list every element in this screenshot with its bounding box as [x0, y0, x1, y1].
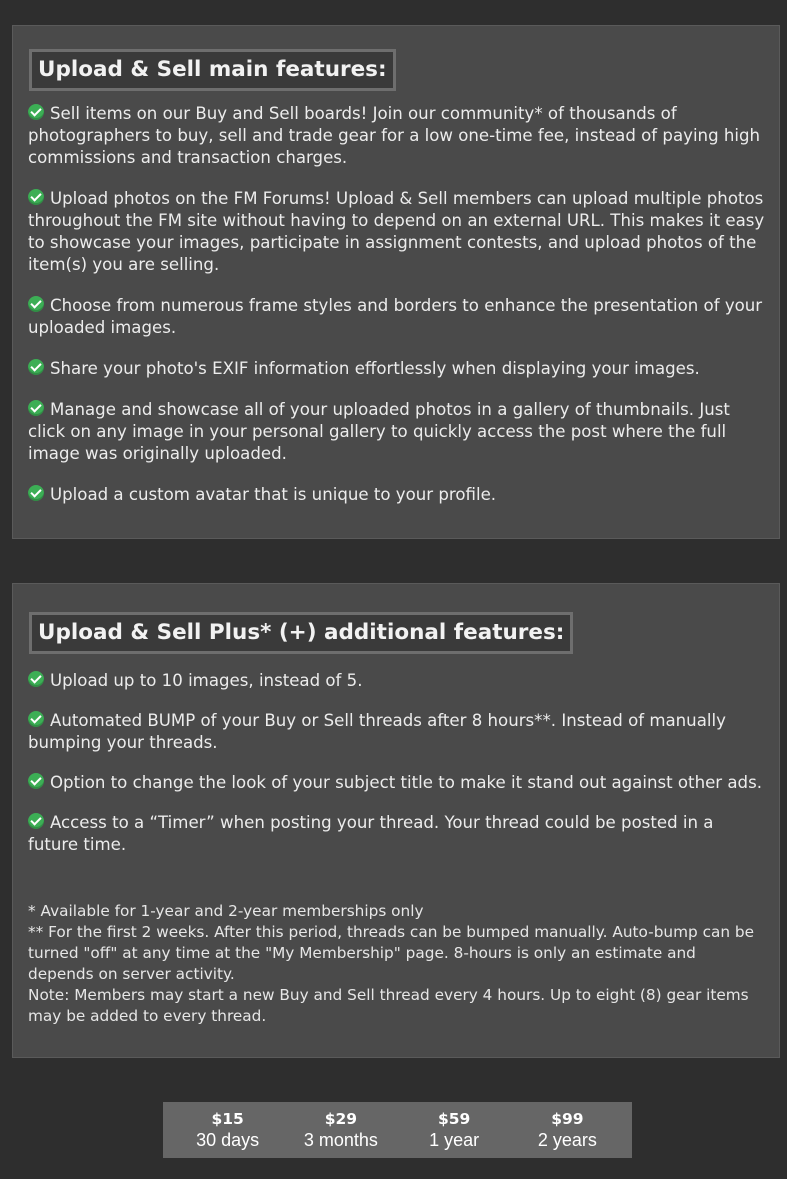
check-circle-icon — [28, 189, 44, 205]
feature-text: Option to change the look of your subject title to make it stand out against other ads. — [50, 773, 763, 792]
check-circle-icon — [28, 296, 44, 312]
feature-text: Access to a “Timer” when posting your thread. Your thread could be posted in a future time. — [28, 813, 714, 854]
footnote-bump: ** For the first 2 weeks. After this period, threads can be bumped manually. Auto-bump can be turned "off" at any time at the "My Membership" page. 8-hours is only an estimate and depends on server activity. — [28, 923, 755, 983]
plus-features-title: Upload & Sell Plus* (+) additional features: — [29, 612, 573, 654]
price-amount: $29 — [324, 1110, 358, 1128]
feature-text: Manage and showcase all of your uploaded photos in a gallery of thumbnails. Just click on any image in your personal gallery to quickly access the post where the full image was originally uploaded. — [28, 400, 730, 463]
feature-item — [28, 358, 767, 380]
price-term: 2 years — [537, 1130, 597, 1150]
feature-text: Automated BUMP of your Buy or Sell threads after 8 hours**. Instead of manually bumping your threads. — [28, 711, 726, 752]
check-circle-icon — [28, 359, 44, 375]
feature-text: Upload a custom avatar that is unique to your profile. — [50, 485, 497, 504]
feature-text: Share your photo's EXIF information effortlessly when displaying your images. — [50, 359, 700, 378]
price-amount: $99 — [551, 1110, 584, 1128]
price-amount: $15 — [211, 1110, 244, 1128]
feature-item — [28, 772, 767, 794]
feature-text: Upload photos on the FM Forums! Upload & Sell members can upload multiple photos throughout the FM site without having to depend on an external URL. This makes it easy to showcase your images, participate in assignment contests, and upload photos of the item(s) you are selling. — [28, 189, 765, 274]
feature-item — [28, 188, 767, 276]
feature-item — [28, 399, 767, 465]
feature-item — [28, 670, 767, 692]
check-circle-icon — [28, 485, 44, 501]
check-circle-icon — [28, 773, 44, 789]
feature-text: Upload up to 10 images, instead of 5. — [50, 671, 363, 690]
footnotes — [28, 901, 765, 1027]
price-term: 1 year — [429, 1130, 480, 1150]
plus-features-list — [28, 670, 767, 874]
check-circle-icon — [28, 400, 44, 416]
price-option-2-years[interactable] — [512, 1109, 622, 1151]
main-features-panel — [12, 25, 780, 539]
price-amount: $59 — [437, 1110, 471, 1128]
price-option-3-months[interactable] — [286, 1109, 396, 1151]
main-features-list — [28, 103, 767, 525]
check-circle-icon — [28, 711, 44, 727]
main-features-title: Upload & Sell main features: — [29, 49, 396, 91]
check-circle-icon — [28, 813, 44, 829]
check-circle-icon — [28, 104, 44, 120]
check-circle-icon — [28, 671, 44, 687]
price-term: 30 days — [196, 1130, 260, 1150]
price-option-30-days[interactable] — [173, 1109, 283, 1151]
price-option-1-year[interactable] — [399, 1109, 509, 1151]
feature-item — [28, 295, 767, 339]
feature-item — [28, 710, 767, 754]
feature-item — [28, 103, 767, 169]
plus-features-panel — [12, 583, 780, 1058]
feature-item — [28, 484, 767, 506]
feature-item — [28, 812, 767, 856]
pricing-bar — [163, 1102, 632, 1158]
price-term: 3 months — [303, 1130, 378, 1150]
footnote-availability: * Available for 1-year and 2-year memberships only — [28, 902, 424, 920]
feature-text: Choose from numerous frame styles and borders to enhance the presentation of your uploaded images. — [28, 296, 763, 337]
feature-text: Sell items on our Buy and Sell boards! Join our community* of thousands of photographers to buy, sell and trade gear for a low one-time fee, instead of paying high commissions and transaction charges. — [28, 104, 761, 167]
footnote-thread-limit: Note: Members may start a new Buy and Sell thread every 4 hours. Up to eight (8) gear items may be added to every thread. — [28, 986, 749, 1025]
